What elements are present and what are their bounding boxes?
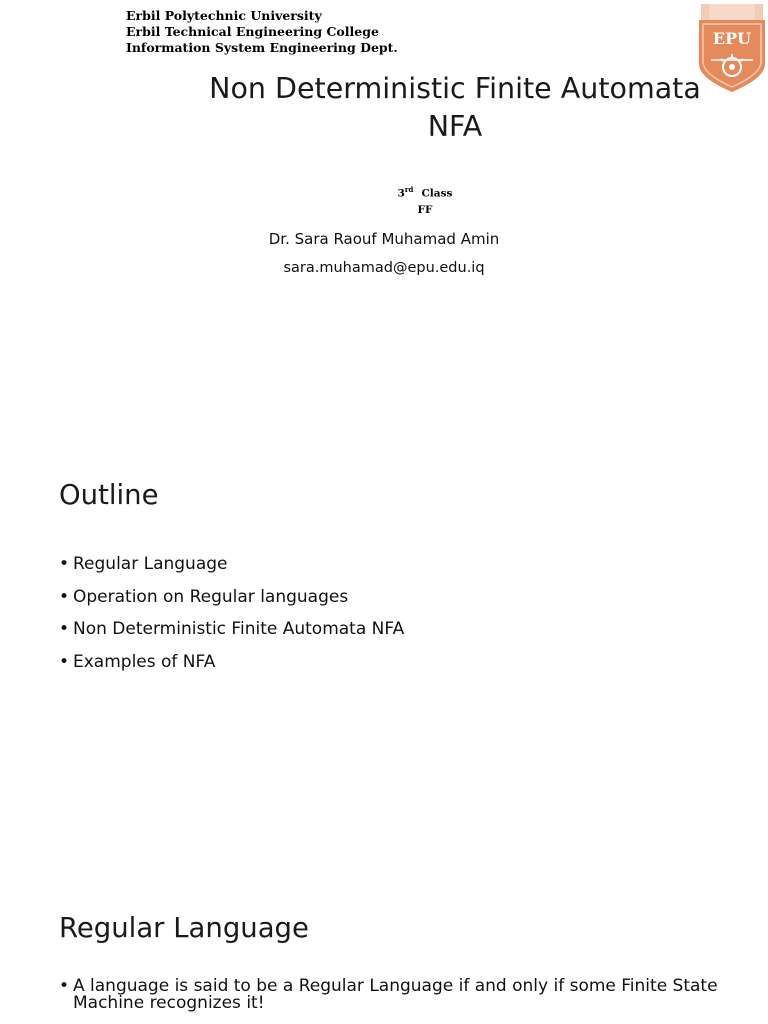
outline-item: • Operation on Regular languages	[59, 581, 404, 614]
regular-language-heading: Regular Language	[59, 912, 309, 944]
title-line-2: NFA	[427, 110, 483, 143]
slide-title	[120, 70, 768, 146]
author-name: Dr. Sara Raouf Muhamad Amin	[268, 230, 500, 248]
logo-text: EPU	[712, 29, 752, 48]
outline-item: • Regular Language	[59, 548, 404, 581]
title-slide	[0, 0, 768, 440]
class-number: 3	[397, 187, 405, 200]
class-label: Class	[421, 187, 453, 200]
outline-item: • Examples of NFA	[59, 646, 404, 679]
class-info	[370, 182, 480, 218]
university-header	[126, 8, 398, 56]
title-line-1: Non Deterministic Finite Automata	[209, 72, 701, 105]
outline-item: • Non Deterministic Finite Automata NFA	[59, 613, 404, 646]
regular-language-slide	[0, 892, 768, 1024]
college-name: Erbil Technical Engineering College	[126, 24, 379, 39]
class-group: FF	[417, 203, 433, 216]
regular-language-definition: • A language is said to be a Regular Language if and only if some Finite State Machine recognizes it!	[59, 978, 749, 1012]
department-name: Information System Engineering Dept.	[126, 40, 398, 55]
outline-heading: Outline	[59, 479, 159, 511]
class-ordinal-suffix: rd	[404, 185, 414, 194]
regular-language-list	[59, 978, 749, 1012]
university-name: Erbil Polytechnic University	[126, 8, 322, 23]
author-email: sara.muhamad@epu.edu.iq	[283, 260, 485, 276]
outline-list	[59, 548, 404, 678]
outline-slide	[0, 460, 768, 880]
